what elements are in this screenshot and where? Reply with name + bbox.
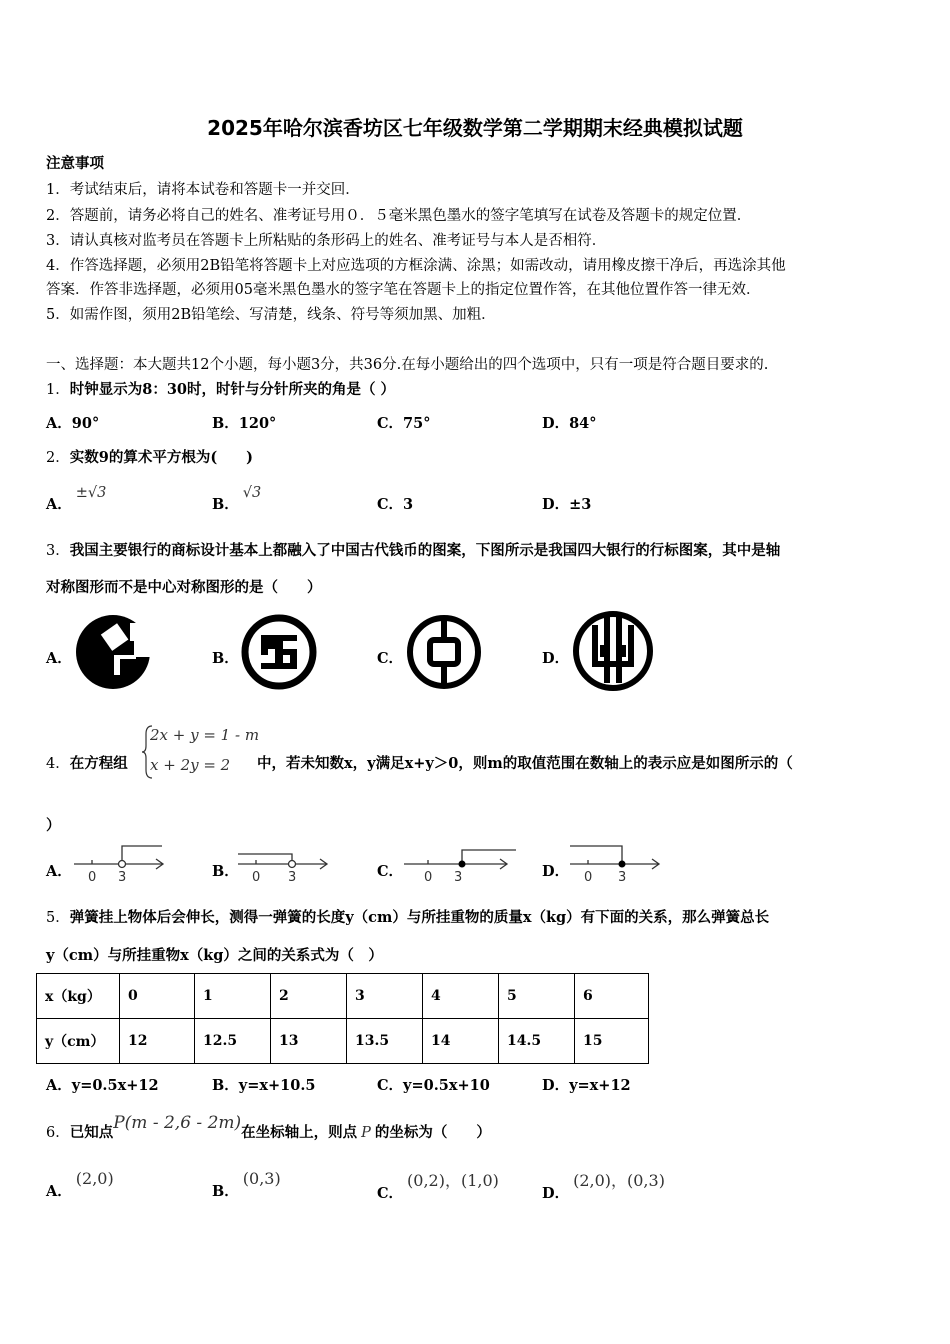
q3-option-d[interactable]: D． [542,650,570,667]
page-title: 2025年哈尔滨香坊区七年级数学第二学期期末经典模拟试题 [207,116,743,140]
question-5 [46,906,769,927]
table-cell: 4 [423,974,499,1019]
q1-option-c[interactable]: C．75° [377,415,431,432]
boc-bank-logo-image [404,613,484,691]
q1-option-a[interactable]: A．90° [46,415,100,432]
question-number: 3． [46,543,70,559]
q3-option-c[interactable]: C． [377,650,404,667]
q3-option-b[interactable]: B． [212,650,239,667]
question-stem-continued: y（cm）与所挂重物x（kg）之间的关系式为（ ） [46,947,383,964]
q6-option-d[interactable]: D．(2,0)，(0,3) [542,1171,665,1202]
question-stem-continued: ） [46,817,61,834]
point-expression: P(m - 2,6 - 2m) [113,1113,242,1133]
icbc-bank-logo-image [239,613,319,691]
question-6: 6．已知点P(m - 2,6 - 2m)在坐标轴上，则点 P 的坐标为（ ） [46,1113,491,1141]
abc-bank-logo-image [570,609,656,693]
question-3 [46,539,780,560]
question-number: 1． [46,382,70,398]
question-stem: 中，若未知数x，y满足x+y＞0，则m的取值范围在数轴上的表示应是如图所示的（ [257,755,793,772]
svg-text:0: 0 [252,870,261,884]
q2-option-a[interactable]: A．±√3 [46,485,107,513]
table-cell: y（cm） [37,1019,120,1064]
number-line-c [402,842,520,884]
svg-text:0: 0 [584,870,593,884]
q6-option-c[interactable]: C．(0,2)，(1,0) [377,1171,499,1202]
question-2 [46,446,253,467]
q5-option-a[interactable]: A．y=0.5x+12 [46,1077,159,1094]
table-row [37,974,649,1019]
svg-text:3: 3 [618,870,627,884]
table-cell: 14 [423,1019,499,1064]
question-stem: 我国主要银行的商标设计基本上都融入了中国古代钱币的图案，下图所示是我国四大银行的行标图案，其中是轴 [69,542,781,559]
q2-option-b[interactable]: B．√3 [212,485,262,513]
table-cell: 15 [575,1019,649,1064]
notice-item: 2．答题前，请务必将自己的姓名、准考证号用０．５毫米黑色墨水的签字笔填写在试卷及答题卡的规定位置． [46,208,752,224]
q6-option-b[interactable]: B．(0,3) [212,1169,281,1200]
q3-option-a[interactable]: A． [46,650,72,667]
question-number: 5． [46,910,70,926]
question-number: 6． [46,1125,70,1141]
number-line-b [236,842,332,884]
table-cell: 12 [120,1019,195,1064]
table-cell: 13 [271,1019,347,1064]
notice-heading: 注意事项 [46,155,104,172]
notice-item: 5．如需作图，须用2B铅笔绘、写清楚，线条、符号等须加黑、加粗． [46,307,496,323]
question-stem: 时钟显示为8：30时，时针与分针所夹的角是（ ） [69,381,396,398]
svg-text:0: 0 [424,870,433,884]
svg-text:3: 3 [288,870,297,884]
question-number: 4． [46,756,70,772]
table-cell: 3 [347,974,423,1019]
svg-text:3: 3 [454,870,463,884]
svg-text:3: 3 [118,870,127,884]
table-cell: 1 [195,974,271,1019]
q4-option-a[interactable]: A． [46,863,72,880]
ccb-bank-logo-image [74,613,152,691]
equation-1: 2x + y = 1 - m [150,726,260,744]
section-heading: 一、选择题：本大题共12个小题，每小题3分，共36分.在每小题给出的四个选项中，只有一项是符合题目要求的. [46,357,769,373]
question-stem-continued: 对称图形而不是中心对称图形的是（ ） [46,579,322,596]
table-cell: 6 [575,974,649,1019]
q5-option-b[interactable]: B．y=x+10.5 [212,1077,316,1094]
number-line-a [72,842,168,884]
notice-item: 1．考试结束后，请将本试卷和答题卡一并交回． [46,182,360,198]
question-stem: 实数9的算术平方根为( ) [69,449,254,466]
table-cell: 12.5 [195,1019,271,1064]
q2-option-d[interactable]: D．±3 [542,496,592,513]
number-line-d [568,842,664,884]
q4-option-d[interactable]: D． [542,863,570,880]
q5-option-d[interactable]: D．y=x+12 [542,1077,631,1094]
table-cell: x（kg） [37,974,120,1019]
notice-item: 4．作答选择题，必须用2B铅笔将答题卡上对应选项的方框涂满、涂黑；如需改动，请用橡皮擦干净后，再选涂其他 [46,258,786,274]
question-1 [46,378,395,399]
q1-option-b[interactable]: B．120° [212,415,277,432]
question-4: 4．在方程组 [46,755,128,772]
table-row [37,1019,649,1064]
q2-option-c[interactable]: C．3 [377,496,414,513]
equation-2: x + 2y = 2 [150,756,231,774]
q1-option-d[interactable]: D．84° [542,415,597,432]
q5-option-c[interactable]: C．y=0.5x+10 [377,1077,490,1094]
table-cell: 2 [271,974,347,1019]
svg-text:0: 0 [88,870,97,884]
q4-option-c[interactable]: C． [377,863,404,880]
q4-option-b[interactable]: B． [212,863,239,880]
notice-item: 答案．作答非选择题，必须用05毫米黑色墨水的签字笔在答题卡上的指定位置作答，在其他位置作答一律无效． [46,282,761,298]
question-number: 2． [46,450,70,466]
notice-item: 3．请认真核对监考员在答题卡上所粘贴的条形码上的姓名、准考证号与本人是否相符． [46,233,607,249]
spring-data-table [36,973,649,1064]
q6-option-a[interactable]: A．(2,0) [46,1169,114,1200]
table-cell: 5 [499,974,575,1019]
question-stem: 弹簧挂上物体后会伸长，测得一弹簧的长度y（cm）与所挂重物的质量x（kg）有下面的关系，那么弹簧总长 [69,909,770,926]
table-cell: 14.5 [499,1019,575,1064]
table-cell: 13.5 [347,1019,423,1064]
table-cell: 0 [120,974,195,1019]
